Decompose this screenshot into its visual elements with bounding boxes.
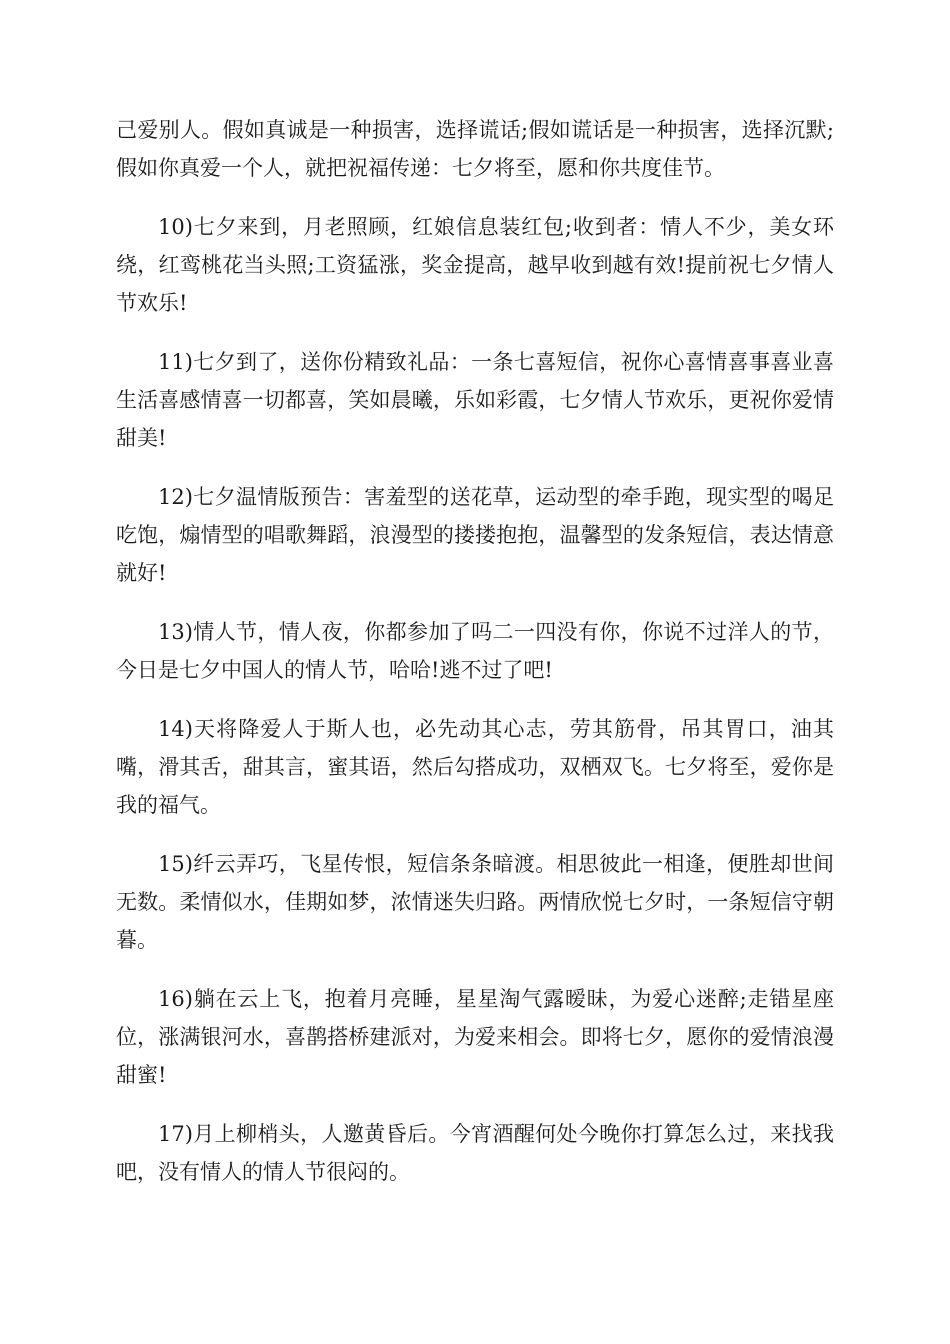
paragraph-15: 15)纤云弄巧，飞星传恨，短信条条暗渡。相思彼此一相逢，便胜却世间无数。柔情似水，佳期如梦，浓情迷失归路。两情欣悦七夕时，一条短信守朝暮。 xyxy=(116,852,834,952)
paragraph-11: 11)七夕到了，送你份精致礼品：一条七喜短信，祝你心喜情喜事喜业喜生活喜感情喜一切都喜，笑如晨曦，乐如彩霞，七夕情人节欢乐，更祝你爱情甜美! xyxy=(116,350,834,450)
paragraph-10: 10)七夕来到，月老照顾，红娘信息装红包;收到者：情人不少，美女环绕，红鸾桃花当头照;工资猛涨，奖金提高，越早收到越有效!提前祝七夕情人节欢乐! xyxy=(116,215,834,315)
paragraph-13: 13)情人节，情人夜，你都参加了吗二一四没有你，你说不过洋人的节，今日是七夕中国人的情人节，哈哈!逃不过了吧! xyxy=(116,620,834,682)
paragraph-14: 14)天将降爱人于斯人也，必先动其心志，劳其筋骨，吊其胃口，油其嘴，滑其舌，甜其言，蜜其语，然后勾搭成功，双栖双飞。七夕将至，爱你是我的福气。 xyxy=(116,717,834,817)
paragraph-continued: 己爱别人。假如真诚是一种损害，选择谎话;假如谎话是一种损害，选择沉默;假如你真爱一个人，就把祝福传递：七夕将至，愿和你共度佳节。 xyxy=(116,118,834,180)
paragraph-12: 12)七夕温情版预告：害羞型的送花草，运动型的牵手跑，现实型的喝足吃饱，煽情型的唱歌舞蹈，浪漫型的搂搂抱抱，温馨型的发条短信，表达情意就好! xyxy=(116,485,834,585)
paragraph-16: 16)躺在云上飞，抱着月亮睡，星星淘气露暧昧，为爱心迷醉;走错星座位，涨满银河水，喜鹊搭桥建派对，为爱来相会。即将七夕，愿你的爱情浪漫甜蜜! xyxy=(116,987,834,1087)
paragraph-17: 17)月上柳梢头，人邀黄昏后。今宵酒醒何处今晚你打算怎么过，来找我吧，没有情人的情人节很闷的。 xyxy=(116,1122,834,1184)
